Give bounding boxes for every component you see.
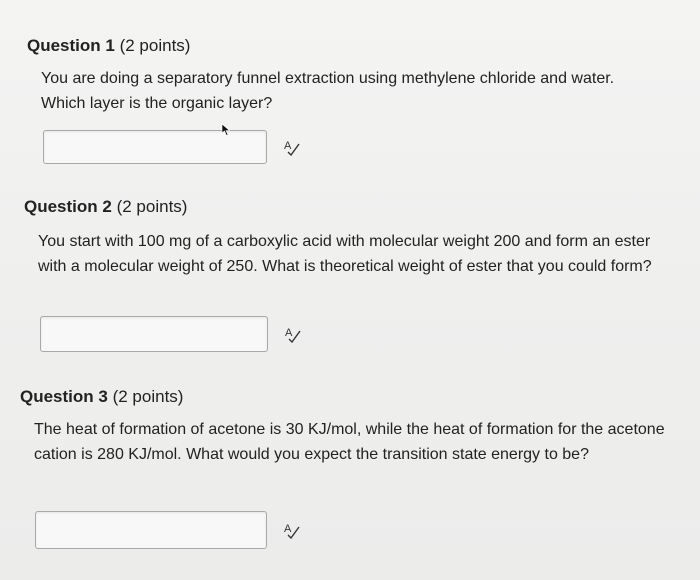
question-1-text: You are doing a separatory funnel extraction using methylene chloride and water. Which layer is the organic layer? [41, 70, 615, 112]
question-1-answer-input[interactable] [43, 130, 267, 164]
question-3-header [20, 386, 660, 408]
question-3-text: The heat of formation of acetone is 30 KJ/mol, while the heat of formation for the acetone cation is 280 KJ/mol. What would you expect the transition state energy to be? [34, 421, 665, 463]
question-2-header [24, 196, 664, 218]
question-3-answer-input[interactable] [35, 511, 267, 549]
question-2-points: (2 points) [116, 197, 188, 216]
question-3 [20, 386, 660, 408]
mouse-cursor-icon [221, 123, 233, 137]
svg-text:A: A [284, 140, 292, 152]
spellcheck-icon[interactable] [284, 325, 302, 343]
question-1 [27, 35, 667, 57]
question-2 [24, 196, 664, 218]
question-3-points: (2 points) [112, 387, 184, 406]
question-2-text: You start with 100 mg of a carboxylic acid with molecular weight 200 and form an ester with a molecular weight of 250. What is theoretical weight of ester that you could form? [38, 233, 652, 275]
question-1-title: Question 1 [27, 36, 115, 55]
question-2-answer-row [40, 316, 302, 352]
question-3-answer-row [35, 511, 301, 549]
question-1-points: (2 points) [119, 36, 191, 55]
question-2-title: Question 2 [24, 197, 112, 216]
question-1-answer-row [43, 130, 301, 164]
question-1-header [27, 35, 667, 57]
svg-text:A: A [285, 327, 293, 339]
question-3-title: Question 3 [20, 387, 108, 406]
spellcheck-icon[interactable] [283, 521, 301, 539]
svg-text:A: A [284, 523, 292, 535]
spellcheck-icon[interactable] [283, 138, 301, 156]
question-2-answer-input[interactable] [40, 316, 268, 352]
